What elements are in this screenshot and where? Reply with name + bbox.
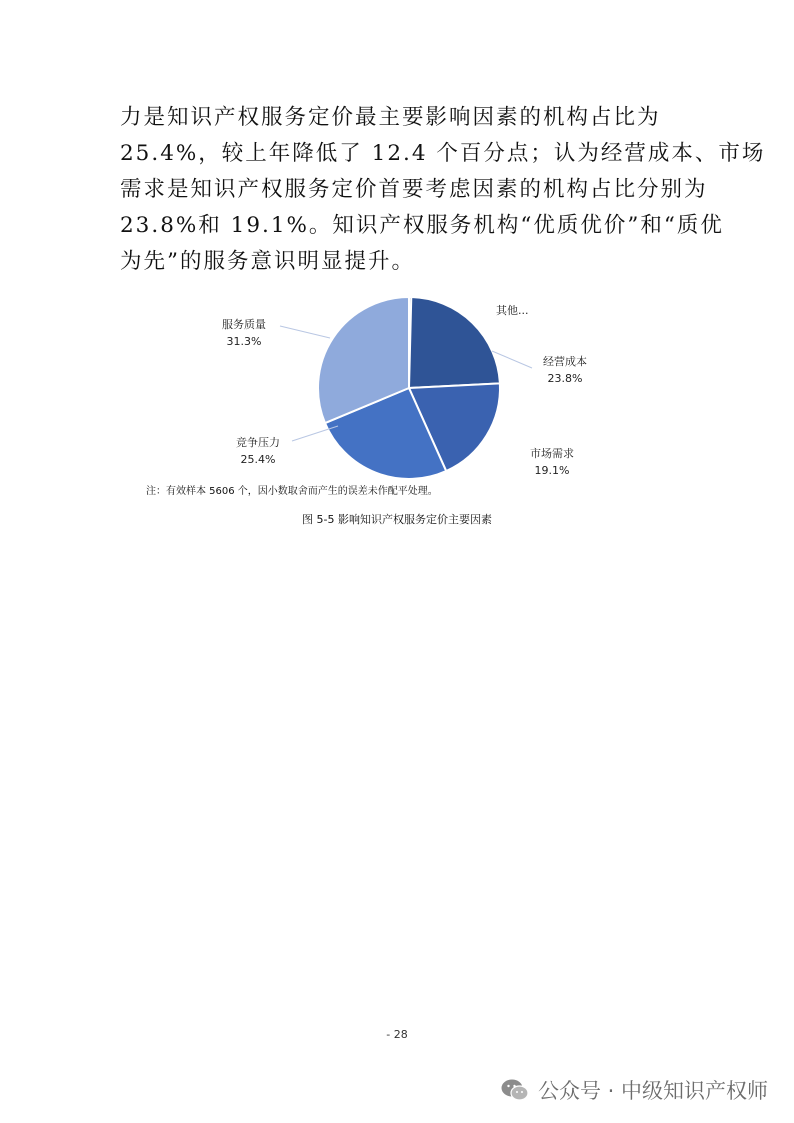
paragraph-line: 需求是知识产权服务定价首要考虑因素的机构占比分别为 bbox=[120, 177, 708, 202]
page-number: - 28 bbox=[386, 1028, 408, 1041]
paragraph-line: 25.4%，较上年降低了 12.4 个百分点；认为经营成本、市场 bbox=[120, 141, 766, 166]
slice-label-operating-cost: 经营成本 bbox=[543, 355, 587, 368]
paragraph-line: 23.8%和 19.1%。知识产权服务机构“优质优价”和“质优 bbox=[120, 213, 724, 238]
pie-chart bbox=[0, 280, 794, 485]
slice-value-competition: 25.4% bbox=[240, 453, 276, 466]
slice-label-competition: 竞争压力 bbox=[236, 436, 280, 449]
slice-value-service-quality: 31.3% bbox=[226, 335, 262, 348]
paragraph-line: 力是知识产权服务定价最主要影响因素的机构占比为 bbox=[120, 105, 661, 130]
wechat-icon bbox=[500, 1077, 530, 1103]
figure-note: 注：有效样本 5606 个，因小数取舍而产生的误差未作配平处理。 bbox=[146, 486, 438, 497]
figure-caption: 图 5-5 影响知识产权服务定价主要因素 bbox=[302, 513, 492, 526]
paragraph-line: 为先”的服务意识明显提升。 bbox=[120, 249, 415, 274]
watermark-text: 公众号 · 中级知识产权师 bbox=[537, 1079, 768, 1103]
slice-label-other: 其他... bbox=[496, 304, 529, 317]
watermark bbox=[500, 1075, 768, 1105]
body-paragraph bbox=[120, 100, 766, 280]
leader-line-service-quality bbox=[280, 326, 330, 338]
slice-label-service-quality: 服务质量 bbox=[222, 318, 266, 331]
slice-value-market-demand: 19.1% bbox=[534, 464, 570, 477]
slice-label-market-demand: 市场需求 bbox=[530, 447, 574, 460]
slice-value-operating-cost: 23.8% bbox=[547, 372, 583, 385]
pie-slice-operating-cost bbox=[409, 297, 500, 388]
